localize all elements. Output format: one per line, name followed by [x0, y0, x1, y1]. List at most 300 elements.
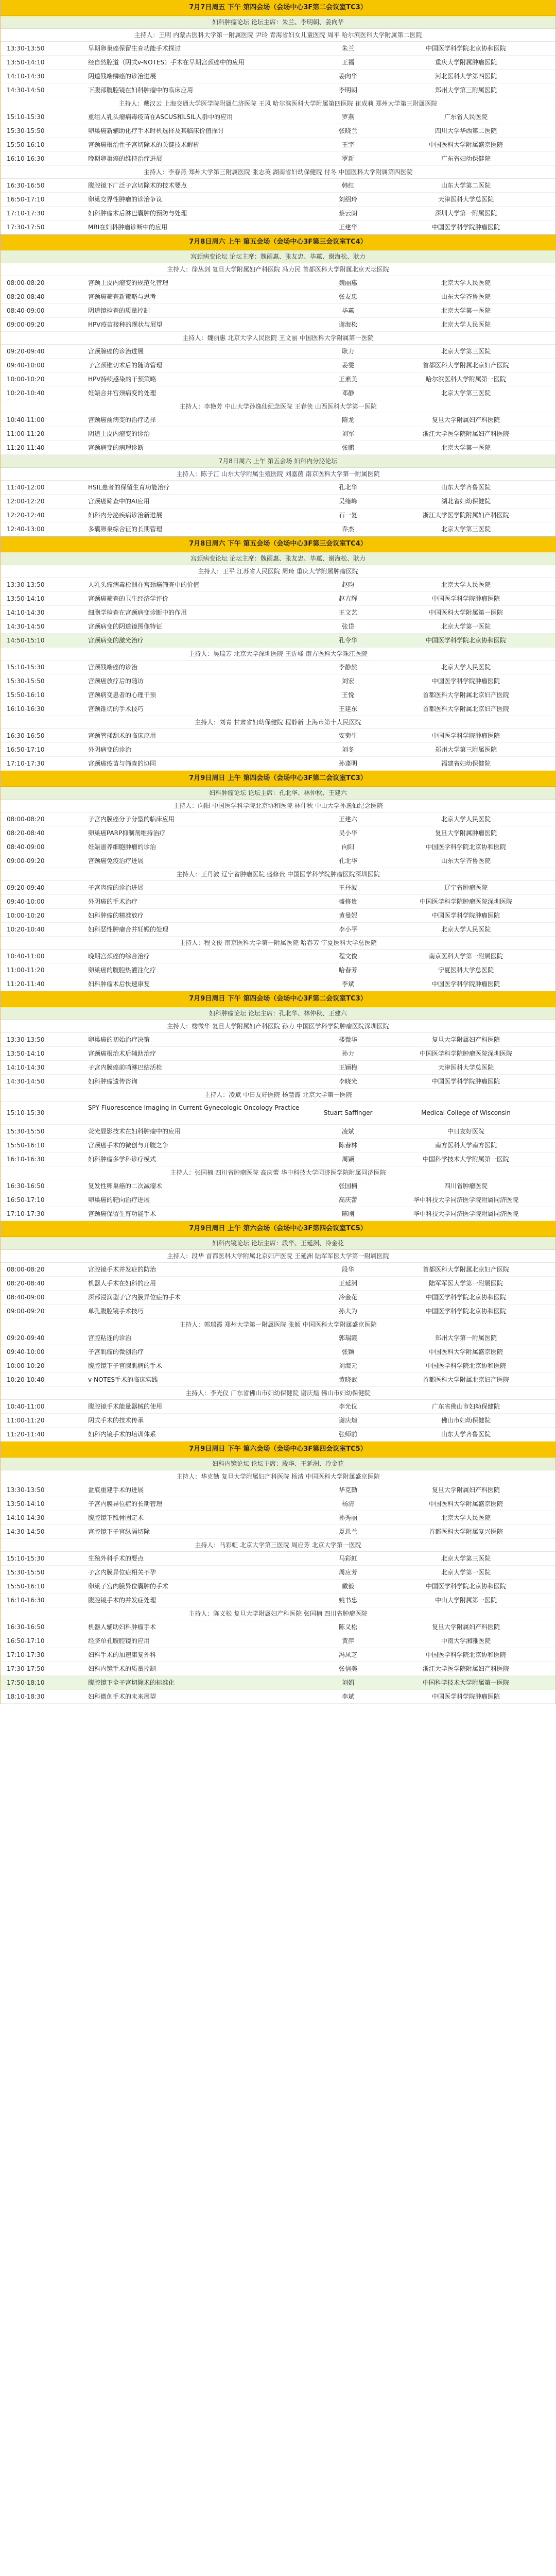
talk-affiliation: 宁夏医科大学总医院	[438, 967, 494, 974]
talk-speaker: 毕蕙	[341, 307, 354, 314]
talk-speaker: 王建东	[338, 705, 357, 713]
talk-title: 子宫肉瘤的诊治进展	[88, 884, 144, 891]
talk-affiliation: 南京医科大学第一附属医院	[428, 953, 503, 960]
day-banner: 7月9日周日 上午 第六会场（会场中心3F第四会议室TC5）	[1, 1221, 555, 1237]
talk-affiliation: 北京大学第三医院	[441, 348, 491, 355]
talk-row	[1, 1373, 555, 1387]
talk-time: 16:10-16:30	[7, 1156, 45, 1163]
talk-speaker: 华克勤	[338, 1486, 357, 1494]
talk-row	[1, 950, 555, 963]
talk-time: 16:50-17:10	[7, 196, 45, 203]
talk-title: 子宫内膜异位症相关不孕	[88, 1569, 157, 1576]
talk-time: 15:30-15:50	[7, 127, 45, 134]
talk-affiliation: 山东大学齐鲁医院	[441, 1431, 491, 1438]
talk-affiliation: 深圳大学第一附属医院	[435, 210, 497, 217]
talk-time: 09:20-09:40	[7, 884, 45, 891]
talk-title: 经自然腔道（阴式v-NOTES）手术在早期宫颈癌中的应用	[88, 59, 245, 66]
talk-time: 11:20-11:40	[7, 1431, 45, 1438]
talk-row	[1, 386, 555, 400]
talk-speaker: 张师前	[338, 1431, 357, 1438]
talk-affiliation: 中国医学科学院北京协和医院	[425, 1308, 506, 1315]
talk-affiliation: 湖北省妇幼保健院	[441, 498, 491, 505]
talk-row	[1, 413, 555, 427]
talk-title: 妇科内分泌疾病诊治新进展	[88, 512, 163, 519]
talk-speaker: 冯凤芝	[338, 1651, 357, 1658]
talk-time: 14:30-14:50	[7, 1528, 45, 1535]
talk-affiliation: 北京大学第三医院	[441, 389, 491, 397]
talk-speaker: 朱兰	[341, 45, 354, 52]
talk-row	[1, 509, 555, 522]
session-hosts: 主持人：华克勤 复旦大学附属妇产科医院 杨清 中国医科大学附属盛京医院	[1, 1470, 555, 1483]
talk-title: 子宫内膜异位症的长期管理	[88, 1500, 163, 1507]
talk-speaker: 韩红	[341, 182, 354, 189]
talk-speaker: 凌斌	[341, 1128, 354, 1135]
talk-time: 14:30-14:50	[7, 1078, 45, 1085]
talk-title: 妇科肿瘤术后快速康复	[88, 980, 150, 988]
talk-row	[1, 1207, 555, 1221]
session-hosts: 主持人：王明 内蒙古医科大学第一附属医院 尹玲 青海省妇女儿童医院 周平 哈尔滨医科大学附属第二医院	[1, 29, 555, 42]
talk-row	[1, 1511, 555, 1525]
talk-row	[1, 620, 555, 634]
talk-row	[1, 1179, 555, 1193]
talk-affiliation: 广东省人民医院	[444, 113, 488, 121]
talk-row	[1, 578, 555, 592]
forum-chairs: 宫颈病变论坛 论坛主席：魏丽惠、张友忠、毕蕙、谢海松、耿力	[1, 250, 555, 263]
talk-row	[1, 1263, 555, 1277]
talk-speaker: 李明朝	[338, 87, 357, 94]
talk-row	[1, 318, 555, 332]
talk-time: 13:30-13:50	[7, 1486, 45, 1494]
talk-time: 09:00-09:20	[7, 1308, 45, 1315]
talk-speaker: 隋龙	[341, 416, 354, 423]
talk-time: 09:40-10:00	[7, 362, 45, 369]
talk-speaker: 黄萍	[341, 1637, 354, 1645]
talk-row	[1, 1345, 555, 1359]
talk-title: 机器人手术在妇科的应用	[88, 1280, 157, 1287]
talk-title: 宫颈锥切的手术技巧	[88, 705, 144, 713]
talk-row	[1, 909, 555, 923]
talk-row	[1, 1620, 555, 1634]
talk-row	[1, 702, 555, 716]
talk-title: 晚期卵巢癌的维持治疗进展	[88, 155, 163, 162]
talk-affiliation: 河北医科大学第四医院	[435, 73, 497, 80]
talk-affiliation: 北京大学第三医院	[441, 1555, 491, 1562]
talk-time: 16:10-16:30	[7, 1597, 45, 1604]
talk-title: HSIL患者的保留生育功能治疗	[88, 484, 170, 491]
talk-title: 腹腔镜下广泛子宫切除术的技术要点	[88, 182, 187, 189]
talk-speaker: 郭瑞霞	[338, 1334, 357, 1342]
talk-row	[1, 923, 555, 937]
talk-speaker: 马彩虹	[338, 1555, 357, 1562]
talk-speaker: 王丹波	[338, 884, 357, 891]
talk-speaker: 张国楠	[338, 1182, 357, 1190]
talk-row	[1, 481, 555, 495]
talk-time: 11:00-11:20	[7, 1417, 45, 1424]
talk-speaker: 戴毅	[341, 1583, 354, 1590]
talk-time: 13:50-14:10	[7, 1050, 45, 1057]
session-hosts: 主持人：郭瑞霞 郑州大学第一附属医院 张颖 中国医科大学附属盛京医院	[1, 1318, 555, 1331]
talk-time: 09:20-09:40	[7, 348, 45, 355]
talk-affiliation: 重庆大学附属肿瘤医院	[435, 59, 497, 66]
talk-title: 盆底重建手术的进展	[88, 1486, 144, 1494]
talk-affiliation: 复旦大学附属肿瘤医院	[435, 829, 497, 837]
talk-speaker: 安菊生	[338, 732, 357, 739]
session-hosts: 主持人：李春燕 郑州大学第三附属医院 张志英 湖南省妇幼保健院 付冬 中国医科大学附属第四医院	[1, 166, 555, 179]
session-hosts: 主持人：段华 首都医科大学附属北京妇产医院 王延洲 陆军军医大学第一附属医院	[1, 1250, 555, 1263]
talk-time: 16:50-17:10	[7, 746, 45, 753]
talk-row	[1, 56, 555, 70]
talk-affiliation: 中山大学附属第一医院	[435, 1597, 497, 1604]
talk-affiliation: 中国医学科学院北京协和医院	[425, 1294, 506, 1301]
talk-affiliation: 北京大学第一医院	[441, 623, 491, 630]
talk-affiliation: 福建省妇幼保健院	[441, 760, 491, 767]
talk-affiliation: 山东大学第二医院	[441, 182, 491, 189]
talk-speaker: 孔北华	[338, 484, 357, 491]
talk-speaker: 盛修贵	[338, 898, 357, 905]
talk-row	[1, 1075, 555, 1089]
day-section	[1, 536, 555, 771]
talk-title: 卵巢癌的靶向治疗进展	[88, 1196, 150, 1204]
talk-row	[1, 304, 555, 318]
talk-row	[1, 1125, 555, 1139]
talk-row	[1, 729, 555, 743]
talk-time: 11:00-11:20	[7, 430, 45, 437]
talk-time: 10:00-10:20	[7, 376, 45, 383]
talk-time: 13:50-14:10	[7, 1500, 45, 1507]
talk-title: 多囊卵巢综合征的长期管理	[88, 526, 163, 533]
talk-row	[1, 963, 555, 977]
talk-title: 宫颈病变的阴道镜图像特征	[88, 623, 163, 630]
talk-time: 08:20-08:40	[7, 293, 45, 300]
talk-title: 卵巢癌的腹腔热灌注化疗	[88, 967, 157, 974]
talk-speaker: 王福	[341, 59, 354, 66]
talk-affiliation: 哈尔滨医科大学附属第一医院	[425, 376, 506, 383]
talk-row	[1, 743, 555, 757]
talk-affiliation: 中国医科大学附属盛京医院	[428, 1348, 503, 1355]
talk-title: 宫颈上皮内瘤变的规范化管理	[88, 279, 169, 286]
talk-time: 15:10-15:30	[7, 1555, 45, 1562]
talk-time: 08:00-08:20	[7, 279, 45, 286]
talk-time: 17:10-17:30	[7, 1651, 45, 1658]
talk-affiliation: 北京大学人民医院	[441, 1514, 491, 1521]
day-section	[1, 771, 555, 991]
talk-affiliation: 中国医学科学院北京协和医院	[425, 1651, 506, 1658]
talk-time: 10:20-10:40	[7, 389, 45, 397]
talk-row	[1, 276, 555, 290]
talk-title: 腹腔镜下全子宫切除术的标准化	[88, 1679, 175, 1686]
talk-affiliation: 北京大学人民医院	[441, 816, 491, 823]
session-hosts: 主持人：马彩虹 北京大学第三医院 周应芳 北京大学第一医院	[1, 1539, 555, 1552]
talk-title: 宫颈癌手术的微创与开腹之争	[88, 1142, 169, 1149]
talk-speaker: 姜雯	[341, 362, 354, 369]
talk-row	[1, 1304, 555, 1318]
talk-row	[1, 1428, 555, 1442]
talk-title: 腹腔镜手术的并发症处理	[88, 1597, 157, 1604]
talk-speaker: 王文艺	[338, 609, 357, 616]
talk-row	[1, 1483, 555, 1497]
talk-speaker: 吴绪峰	[338, 498, 357, 505]
talk-speaker: 杨清	[341, 1500, 354, 1507]
talk-affiliation: 山东大学齐鲁医院	[441, 484, 491, 491]
talk-row	[1, 110, 555, 124]
session-hosts: 主持人：张国楠 四川省肿瘤医院 高庆蕾 华中科技大学同济医学院附属同济医院	[1, 1166, 555, 1179]
talk-row	[1, 1359, 555, 1373]
talk-affiliation: 复旦大学附属妇产科医院	[431, 416, 500, 423]
talk-row	[1, 1139, 555, 1153]
forum-chairs: 宫颈病变论坛 论坛主席：魏丽惠、张友忠、毕蕙、谢海松、耿力	[1, 552, 555, 565]
talk-speaker: 陈刚	[341, 1210, 354, 1217]
talk-time: 10:00-10:20	[7, 1362, 45, 1369]
talk-row	[1, 977, 555, 991]
session-hosts: 主持人：刘青 甘肃省妇幼保健院 程静新 上海市第十人民医院	[1, 716, 555, 729]
talk-time: 17:10-17:30	[7, 760, 45, 767]
talk-title: 下腹部腹腔镜在妇科肿瘤中的临床应用	[88, 87, 194, 94]
talk-affiliation: 中国医学科学院北京协和医院	[425, 45, 506, 52]
talk-time: 08:00-08:20	[7, 1266, 45, 1273]
talk-affiliation: 浙江大学医学院附属妇产科医院	[422, 430, 509, 437]
talk-time: 15:50-16:10	[7, 141, 45, 148]
talk-title: 妇科肿瘤术后淋巴囊肿的预防与处理	[88, 210, 187, 217]
talk-affiliation: 北京大学人民医院	[441, 926, 491, 933]
talk-row	[1, 1662, 555, 1676]
talk-time: 10:40-11:00	[7, 1403, 45, 1410]
talk-speaker: 王宇	[341, 141, 354, 148]
talk-time: 09:20-09:40	[7, 1334, 45, 1342]
talk-affiliation: 广东省妇幼保健院	[441, 155, 491, 162]
talk-time: 15:50-16:10	[7, 691, 45, 699]
talk-time: 12:00-12:20	[7, 498, 45, 505]
talk-time: 17:10-17:30	[7, 210, 45, 217]
talk-title: 子宫内膜癌前哨淋巴结活检	[88, 1064, 163, 1071]
talk-time: 12:20-12:40	[7, 512, 45, 519]
talk-time: 17:10-17:30	[7, 1210, 45, 1217]
talk-affiliation: 陆军军医大学第一附属医院	[428, 1280, 503, 1287]
day-banner: 7月8日周六 上午 第五会场（会场中心3F第三会议室TC4）	[1, 234, 555, 250]
talk-speaker: 王建六	[338, 816, 357, 823]
talk-row	[1, 1525, 555, 1539]
talk-row	[1, 1400, 555, 1414]
talk-speaker: 孙秀丽	[338, 1514, 357, 1521]
talk-speaker: 刘冬	[341, 746, 354, 753]
talk-row	[1, 1690, 555, 1704]
talk-affiliation: 四川省肿瘤医院	[444, 1182, 488, 1190]
talk-time: 15:10-15:30	[7, 113, 45, 121]
talk-affiliation: 中国医科大学附属盛京医院	[428, 141, 503, 148]
session-hosts: 主持人：陈子江 山东大学附属生殖医院 刘嘉茵 南京医科大学第一附属医院	[1, 468, 555, 481]
talk-title: 宫颈癌前病变的治疗选择	[88, 416, 157, 423]
talk-row	[1, 1648, 555, 1662]
talk-affiliation: 复旦大学附属妇产科医院	[431, 1486, 500, 1494]
talk-affiliation: 北京大学人民医院	[441, 581, 491, 588]
talk-row	[1, 221, 555, 234]
talk-title: 宫腔镜手术并发症的防治	[88, 1266, 157, 1273]
talk-speaker: 陈义松	[338, 1623, 357, 1631]
talk-title: 阴道上皮内瘤变的诊治	[88, 430, 150, 437]
talk-time: 11:20-11:40	[7, 980, 45, 988]
day-banner: 7月8日周六 下午 第五会场（会场中心3F第三会议室TC4）	[1, 536, 555, 552]
talk-time: 15:30-15:50	[7, 1569, 45, 1576]
talk-affiliation: 山东大学齐鲁医院	[441, 857, 491, 865]
talk-row	[1, 1047, 555, 1061]
talk-affiliation: 首都医科大学附属北京妇产医院	[422, 362, 509, 369]
talk-title: 卵巢交界性肿瘤的诊治争议	[88, 196, 163, 203]
talk-row	[1, 1497, 555, 1511]
talk-speaker: 冷金花	[338, 1294, 357, 1301]
talk-row	[1, 1634, 555, 1648]
talk-speaker: 李小平	[338, 926, 357, 933]
talk-row	[1, 1153, 555, 1166]
talk-speaker: 刘海元	[338, 1362, 357, 1369]
talk-affiliation: 中南大学湘雅医院	[441, 1637, 491, 1645]
forum-chairs: 妇科肿瘤论坛 论坛主席：孔北华、林仲秋、王建六	[1, 1007, 555, 1020]
talk-title: 子宫内膜癌分子分型的临床应用	[88, 816, 175, 823]
talk-time: 13:50-14:10	[7, 595, 45, 602]
talk-speaker: 孔北华	[338, 857, 357, 865]
talk-speaker: 赵方辉	[338, 595, 357, 602]
talk-speaker: 王颖梅	[338, 1064, 357, 1071]
talk-speaker: 周应芳	[338, 1569, 357, 1576]
talk-time: 11:00-11:20	[7, 967, 45, 974]
talk-title: 卵巢子宫内膜异位囊肿的手术	[88, 1583, 169, 1590]
talk-title: 妇科肿瘤的精准放疗	[88, 912, 144, 919]
talk-affiliation: 浙江大学医学院附属妇产科医院	[422, 1665, 509, 1672]
talk-speaker: 张信美	[338, 1665, 357, 1672]
talk-affiliation: 复旦大学附属妇产科医院	[431, 1623, 500, 1631]
talk-title: 卵巢癌的初始治疗决策	[88, 1036, 150, 1043]
talk-speaker: 罗新	[341, 155, 354, 162]
talk-speaker: 李静然	[338, 664, 357, 671]
talk-title: 荧光显影技术在妇科肿瘤中的应用	[88, 1128, 181, 1135]
session-hosts: 主持人：程文俊 南京医科大学第一附属医院 哈春芳 宁夏医科大学总医院	[1, 937, 555, 950]
talk-speaker: 乔杰	[341, 526, 354, 533]
talk-title: 妊娠合并宫颈病变的处理	[88, 389, 157, 397]
talk-time: 16:30-16:50	[7, 732, 45, 739]
talk-time: 13:30-13:50	[7, 581, 45, 588]
talk-speaker: 谢庆煌	[338, 1417, 357, 1424]
talk-title: 宫颈癌放疗后的随访	[88, 677, 144, 685]
talk-time: 15:10-15:30	[7, 664, 45, 671]
session-hosts: 主持人：戴汉云 上海交通大学医学院附属仁济医院 王风 哈尔滨医科大学附属第四医院 崔成莉 郑州大学第三附属医院	[1, 97, 555, 110]
talk-title: 晚期宫颈癌的综合治疗	[88, 953, 150, 960]
day-banner: 7月9日周日 上午 第四会场（会场中心3F第二会议室TC3）	[1, 771, 555, 787]
talk-affiliation: 中国医科大学附属第一医院	[428, 609, 503, 616]
talk-affiliation: 郑州大学第三附属医院	[435, 746, 497, 753]
talk-speaker: 张颖	[341, 1348, 354, 1355]
talk-affiliation: 首都医科大学附属北京妇产医院	[422, 1266, 509, 1273]
talk-row	[1, 372, 555, 386]
talk-speaker: 谢海松	[338, 321, 357, 328]
talk-time: 16:30-16:50	[7, 182, 45, 189]
talk-row	[1, 83, 555, 97]
talk-affiliation: 辽宁省肿瘤医院	[444, 884, 488, 891]
talk-affiliation: 郑州大学第三附属医院	[435, 87, 497, 94]
talk-affiliation: 中国医学科学院北京协和医院	[425, 1362, 506, 1369]
talk-affiliation: 中国医学科学院肿瘤医院	[431, 677, 500, 685]
talk-row	[1, 1193, 555, 1207]
talk-row	[1, 854, 555, 868]
talk-speaker: 孔令华	[338, 637, 357, 644]
talk-title: 宫颈腺癌的诊治进展	[88, 348, 144, 355]
talk-row	[1, 193, 555, 207]
talk-affiliation: 中国医学科学院北京协和医院	[425, 843, 506, 851]
talk-speaker: 李光仪	[338, 1403, 357, 1410]
talk-time: 16:10-16:30	[7, 705, 45, 713]
talk-speaker: 刘宏	[341, 677, 354, 685]
talk-affiliation: 广东省佛山市妇幼保健院	[431, 1403, 500, 1410]
talk-time: 09:00-09:20	[7, 857, 45, 865]
session-hosts: 主持人：李光仪 广东省佛山市妇幼保健院 谢庆煌 佛山市妇幼保健院	[1, 1387, 555, 1400]
talk-affiliation: 北京大学第一医院	[441, 1569, 491, 1576]
talk-time: 13:30-13:50	[7, 45, 45, 52]
talk-affiliation: 华中科技大学同济医学院附属同济医院	[413, 1196, 518, 1204]
talk-affiliation: 中国医学科学院肿瘤医院	[431, 224, 500, 231]
talk-row	[1, 152, 555, 166]
talk-time: 11:40-12:00	[7, 484, 45, 491]
talk-speaker: 赵昀	[341, 581, 354, 588]
talk-speaker: 蔡云朗	[338, 210, 357, 217]
talk-time: 14:50-15:10	[7, 637, 45, 644]
talk-time: 18:10-18:30	[7, 1693, 45, 1700]
talk-row	[1, 1331, 555, 1345]
talk-row	[1, 674, 555, 688]
talk-affiliation: 华中科技大学同济医学院附属同济医院	[413, 1210, 518, 1217]
talk-affiliation: 中国医学科学院肿瘤医院	[431, 595, 500, 602]
talk-row	[1, 1291, 555, 1304]
talk-row	[1, 1033, 555, 1047]
talk-time: 15:30-15:50	[7, 1128, 45, 1135]
forum-chairs: 妇科内镜论坛 论坛主席：段华、王延洲、冷金花	[1, 1237, 555, 1250]
talk-title: 宫颈癌筛查的卫生经济学评价	[88, 595, 169, 602]
talk-speaker: 耿力	[341, 348, 354, 355]
talk-time: 14:10-14:30	[7, 1514, 45, 1521]
talk-time: 10:40-11:00	[7, 416, 45, 423]
talk-affiliation: 中国科学技术大学附属第一医院	[422, 1156, 509, 1163]
talk-title: 复发性卵巢癌的二次减瘤术	[88, 1182, 163, 1190]
talk-row	[1, 345, 555, 359]
talk-speaker: 孙蓬明	[338, 760, 357, 767]
session-hosts: 主持人：李艳芳 中山大学孙逸仙纪念医院 王春侠 山西医科大学第一医院	[1, 400, 555, 413]
talk-title: 妇科恶性肿瘤合并妊娠的处理	[88, 926, 169, 933]
talk-row	[1, 179, 555, 193]
talk-title: v-NOTES手术的临床实践	[88, 1376, 159, 1383]
talk-title: 子宫颈锥切术后的随访管理	[88, 362, 163, 369]
talk-title: 宫颈病变患者的心理干预	[88, 691, 157, 699]
talk-title: 腹腔镜下子宫腺肌病的手术	[88, 1362, 163, 1369]
talk-affiliation: 北京大学第三医院	[441, 526, 491, 533]
talk-row	[1, 290, 555, 304]
talk-speaker: 刘娟	[341, 1679, 354, 1686]
talk-speaker: Stuart Saffinger	[323, 1109, 373, 1116]
talk-time: 17:30-17:50	[7, 224, 45, 231]
talk-time: 14:10-14:30	[7, 1064, 45, 1071]
talk-time: 13:30-13:50	[7, 1036, 45, 1043]
talk-time: 15:50-16:10	[7, 1583, 45, 1590]
talk-speaker: 王建华	[338, 224, 357, 231]
talk-time: 08:20-08:40	[7, 1280, 45, 1287]
talk-time: 10:20-10:40	[7, 1376, 45, 1383]
talk-affiliation: 中国医科大学附属盛京医院	[428, 1500, 503, 1507]
talk-time: 09:00-09:20	[7, 321, 45, 328]
talk-time: 14:10-14:30	[7, 609, 45, 616]
talk-affiliation: 首都医科大学附属北京妇产医院	[422, 705, 509, 713]
talk-affiliation: 中国医学科学院肿瘤医院	[431, 912, 500, 919]
talk-time: 10:40-11:00	[7, 953, 45, 960]
talk-row	[1, 881, 555, 895]
talk-row	[1, 1676, 555, 1690]
talk-row	[1, 1414, 555, 1428]
talk-title: MRI在妇科肿瘤诊断中的应用	[88, 224, 168, 231]
talk-speaker: 刘绍玲	[338, 196, 357, 203]
